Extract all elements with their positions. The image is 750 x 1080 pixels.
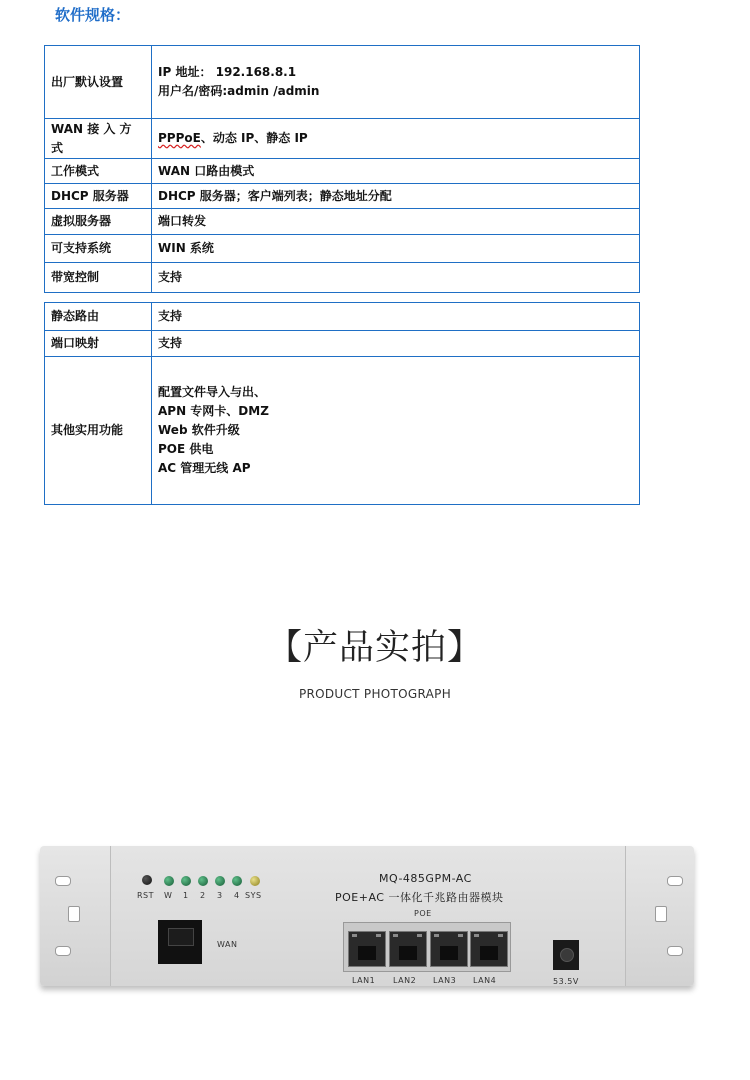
device-description: POE+AC 一体化千兆路由器模块	[335, 891, 504, 904]
spec-value-line: POE 供电	[158, 442, 214, 456]
lan-port-icon	[430, 931, 468, 967]
table-row	[45, 209, 640, 235]
sys-led-icon	[250, 876, 260, 886]
spec-value-line: IP 地址： 192.168.8.1	[158, 65, 297, 79]
table-row	[45, 184, 640, 209]
spec-key: 工作模式	[45, 159, 152, 184]
spec-key: 其他实用功能	[45, 357, 152, 505]
led-indicator-icon	[164, 876, 174, 886]
table-row	[45, 263, 640, 293]
mounting-hole-icon	[655, 906, 667, 922]
photo-section-subtitle: PRODUCT PHOTOGRAPH	[298, 687, 452, 701]
table-row	[45, 235, 640, 263]
lan-label: LAN4	[473, 976, 497, 985]
led-indicator-icon	[181, 876, 191, 886]
lan-label: LAN1	[352, 976, 376, 985]
lan-label: LAN2	[393, 976, 417, 985]
table-row	[45, 119, 640, 159]
spec-value: 支持	[152, 303, 640, 331]
spec-key: WAN 接 入 方 式	[45, 119, 152, 159]
spec-value	[152, 119, 640, 159]
mounting-hole-icon	[55, 946, 71, 956]
lan-port-icon	[348, 931, 386, 967]
power-jack-icon	[553, 940, 579, 970]
spec-value-line: APN 专网卡、DMZ	[158, 404, 269, 418]
led-label: 4	[234, 891, 240, 900]
spec-table-2	[44, 302, 640, 505]
spec-value: WAN 口路由模式	[152, 159, 640, 184]
spec-value-line: AC 管理无线 AP	[158, 461, 251, 475]
spec-key: DHCP 服务器	[45, 184, 152, 209]
lan-port-icon	[389, 931, 427, 967]
lan-port-group	[343, 922, 511, 972]
mounting-hole-icon	[55, 876, 71, 886]
lan-port-icon	[470, 931, 508, 967]
table-row	[45, 303, 640, 331]
spec-value: 支持	[152, 331, 640, 357]
spec-key: 静态路由	[45, 303, 152, 331]
led-label: 1	[183, 891, 189, 900]
spec-value: DHCP 服务器；客户端列表；静态地址分配	[152, 184, 640, 209]
led-label: W	[164, 891, 173, 900]
mounting-hole-icon	[667, 946, 683, 956]
poe-label: POE	[414, 909, 432, 918]
spell-flag: PPPoE	[158, 131, 201, 145]
port-socket	[168, 928, 194, 946]
spec-value-line: 配置文件导入与出、	[158, 385, 267, 399]
spec-key: 带宽控制	[45, 263, 152, 293]
table-row	[45, 357, 640, 505]
device-model: MQ-485GPM-AC	[379, 872, 472, 885]
spec-value-text: 、动态 IP、静态 IP	[200, 131, 308, 145]
table-row	[45, 159, 640, 184]
spec-value: WIN 系统	[152, 235, 640, 263]
spec-value-line: 用户名/密码:admin /admin	[158, 84, 320, 98]
spec-value	[152, 46, 640, 119]
jack-pin	[560, 948, 574, 962]
lan-label: LAN3	[433, 976, 457, 985]
led-label: RST	[137, 891, 155, 900]
mounting-hole-icon	[667, 876, 683, 886]
power-label: 53.5V	[553, 977, 579, 986]
spec-table-1	[44, 45, 640, 293]
spec-value: 端口转发	[152, 209, 640, 235]
spec-key: 出厂默认设置	[45, 46, 152, 119]
wan-port-icon	[158, 920, 202, 964]
led-indicator-icon	[232, 876, 242, 886]
table-row	[45, 46, 640, 119]
led-label: 2	[200, 891, 206, 900]
led-label: 3	[217, 891, 223, 900]
photo-section-title: 【产品实拍】	[266, 628, 483, 668]
spec-heading: 软件规格：	[55, 6, 131, 24]
spec-value-line: Web 软件升级	[158, 423, 240, 437]
led-indicator-icon	[215, 876, 225, 886]
wan-label: WAN	[217, 940, 238, 949]
spec-value	[152, 357, 640, 505]
led-label: SYS	[245, 891, 262, 900]
mounting-hole-icon	[68, 906, 80, 922]
spec-key: 虚拟服务器	[45, 209, 152, 235]
spec-key: 端口映射	[45, 331, 152, 357]
led-indicator-icon	[198, 876, 208, 886]
reset-button-icon	[142, 875, 152, 885]
spec-value: 支持	[152, 263, 640, 293]
table-row	[45, 331, 640, 357]
spec-key: 可支持系统	[45, 235, 152, 263]
